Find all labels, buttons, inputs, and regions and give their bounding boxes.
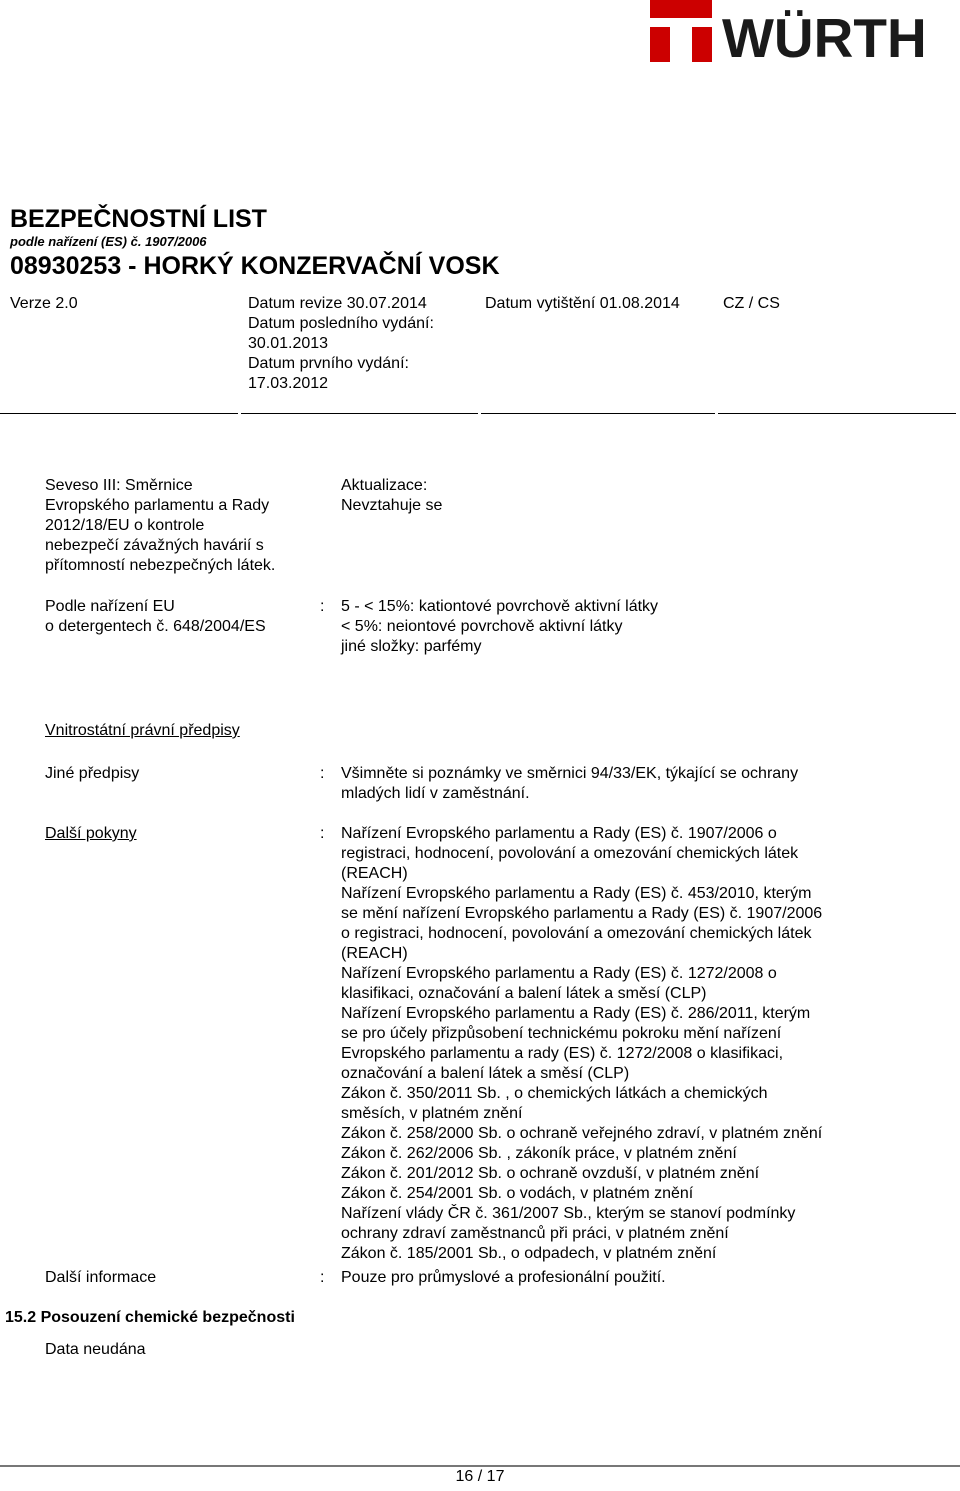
detergents-colon: : xyxy=(320,598,325,615)
first-issue-date: 17.03.2012 xyxy=(248,375,329,392)
wurth-logo xyxy=(650,0,960,66)
regulation-line: Evropského parlamentu a rady (ES) č. 1272/2008 o klasifikaci, xyxy=(341,1045,784,1062)
seveso-label-line: Seveso III: Směrnice xyxy=(45,477,193,494)
regulation-line: Zákon č. 258/2000 Sb. o ochraně veřejného zdraví, v platném znění xyxy=(341,1125,823,1142)
regulation-line: klasifikaci, označování a balení látek a směsí (CLP) xyxy=(341,985,707,1002)
regulation-line: o registraci, hodnocení, povolování a omezování chemických látek xyxy=(341,925,812,942)
national-regulations-heading: Vnitrostátní právní předpisy xyxy=(45,722,240,739)
header-divider xyxy=(718,413,956,414)
regulation-line: Zákon č. 262/2006 Sb. , zákoník práce, v platném znění xyxy=(341,1145,737,1162)
logo-wordmark: WÜRTH xyxy=(722,7,927,66)
regulation-line: se mění nařízení Evropského parlamentu a Rady (ES) č. 1907/2006 xyxy=(341,905,823,922)
regulation-line: Zákon č. 201/2012 Sb. o ochraně ovzduší, v platném znění xyxy=(341,1165,760,1182)
further-information-label: Další informace xyxy=(45,1269,157,1286)
header-divider xyxy=(0,413,238,414)
regulation-line: označování a balení látek a směsí (CLP) xyxy=(341,1065,630,1082)
regulation-line: Zákon č. 350/2011 Sb. , o chemických látkách a chemických xyxy=(341,1085,768,1102)
revision-date: Datum revize 30.07.2014 xyxy=(248,295,427,312)
detergents-label-line: o detergentech č. 648/2004/ES xyxy=(45,618,266,635)
revision-dates xyxy=(248,294,468,394)
regulation-line: registraci, hodnocení, povolování a omezování chemických látek xyxy=(341,845,799,862)
document-title: BEZPEČNOSTNÍ LIST xyxy=(10,205,267,233)
further-instructions-value xyxy=(341,824,881,1264)
detergents-value-line: < 5%: neiontové povrchově aktivní látky xyxy=(341,618,623,635)
seveso-value-line: Aktualizace: xyxy=(341,477,428,494)
other-regulations-label: Jiné předpisy xyxy=(45,765,140,782)
seveso-label-line: Evropského parlamentu a Rady xyxy=(45,497,270,514)
regulation-line: Nařízení vlády ČR č. 361/2007 Sb., kterým se stanoví podmínky xyxy=(341,1205,796,1222)
regulation-line: ochrany zdraví zaměstnanců při práci, v platném znění xyxy=(341,1225,729,1242)
regulation-line: směsích, v platném znění xyxy=(341,1105,523,1122)
regulation-line: Nařízení Evropského parlamentu a Rady (ES) č. 286/2011, kterým xyxy=(341,1005,811,1022)
seveso-label-line: 2012/18/EU o kontrole xyxy=(45,517,205,534)
header-divider xyxy=(481,413,715,414)
other-regulations-colon: : xyxy=(320,765,325,782)
seveso-label xyxy=(45,476,310,576)
regulation-line: Zákon č. 254/2001 Sb. o vodách, v platném znění xyxy=(341,1185,694,1202)
further-instructions-label: Další pokyny xyxy=(45,825,137,842)
regulation-line: Nařízení Evropského parlamentu a Rady (ES) č. 453/2010, kterým xyxy=(341,885,812,902)
regulation-line: Zákon č. 185/2001 Sb., o odpadech, v platném znění xyxy=(341,1245,717,1262)
regulation-line: se pro účely přizpůsobení technickému pokroku mění nařízení xyxy=(341,1025,782,1042)
page-number: 16 / 17 xyxy=(455,1468,505,1485)
regulation-line: (REACH) xyxy=(341,945,408,962)
language-code: CZ / CS xyxy=(723,295,780,312)
further-instructions-colon: : xyxy=(320,825,325,842)
further-information-value: Pouze pro průmyslové a profesionální použití. xyxy=(341,1269,666,1286)
detergents-value xyxy=(341,597,881,657)
version: Verze 2.0 xyxy=(10,295,78,312)
other-regulations-line: mladých lidí v zaměstnání. xyxy=(341,785,530,802)
detergents-value-line: 5 - < 15%: kationtové povrchově aktivní látky xyxy=(341,598,659,615)
further-information-colon: : xyxy=(320,1269,325,1286)
print-date: Datum vytištění 01.08.2014 xyxy=(485,295,680,312)
detergents-value-line: jiné složky: parfémy xyxy=(341,638,482,655)
wurth-logo-graphic xyxy=(650,0,960,66)
regulation-line: Nařízení Evropského parlamentu a Rady (ES) č. 1907/2006 o xyxy=(341,825,777,842)
detergents-label xyxy=(45,597,310,637)
seveso-label-line: nebezpečí závažných havárií s xyxy=(45,537,264,554)
seveso-value xyxy=(341,476,881,516)
last-issue-label: Datum posledního vydání: xyxy=(248,315,434,332)
other-regulations-value xyxy=(341,764,881,804)
section-15-2-text: Data neudána xyxy=(45,1341,146,1358)
seveso-value-line: Nevztahuje se xyxy=(341,497,443,514)
other-regulations-line: Všimněte si poznámky ve směrnici 94/33/EK, týkající se ochrany xyxy=(341,765,799,782)
regulation-line: Nařízení Evropského parlamentu a Rady (ES) č. 1272/2008 o xyxy=(341,965,777,982)
document-subtitle: podle nařízení (ES) č. 1907/2006 xyxy=(10,234,207,249)
product-name: 08930253 - HORKÝ KONZERVAČNÍ VOSK xyxy=(10,252,500,280)
first-issue-label: Datum prvního vydání: xyxy=(248,355,409,372)
seveso-label-line: přítomností nebezpečných látek. xyxy=(45,557,276,574)
section-15-2-heading: 15.2 Posouzení chemické bezpečnosti xyxy=(5,1309,295,1326)
detergents-label-line: Podle nařízení EU xyxy=(45,598,175,615)
last-issue-date: 30.01.2013 xyxy=(248,335,329,352)
header-divider xyxy=(241,413,478,414)
regulation-line: (REACH) xyxy=(341,865,408,882)
